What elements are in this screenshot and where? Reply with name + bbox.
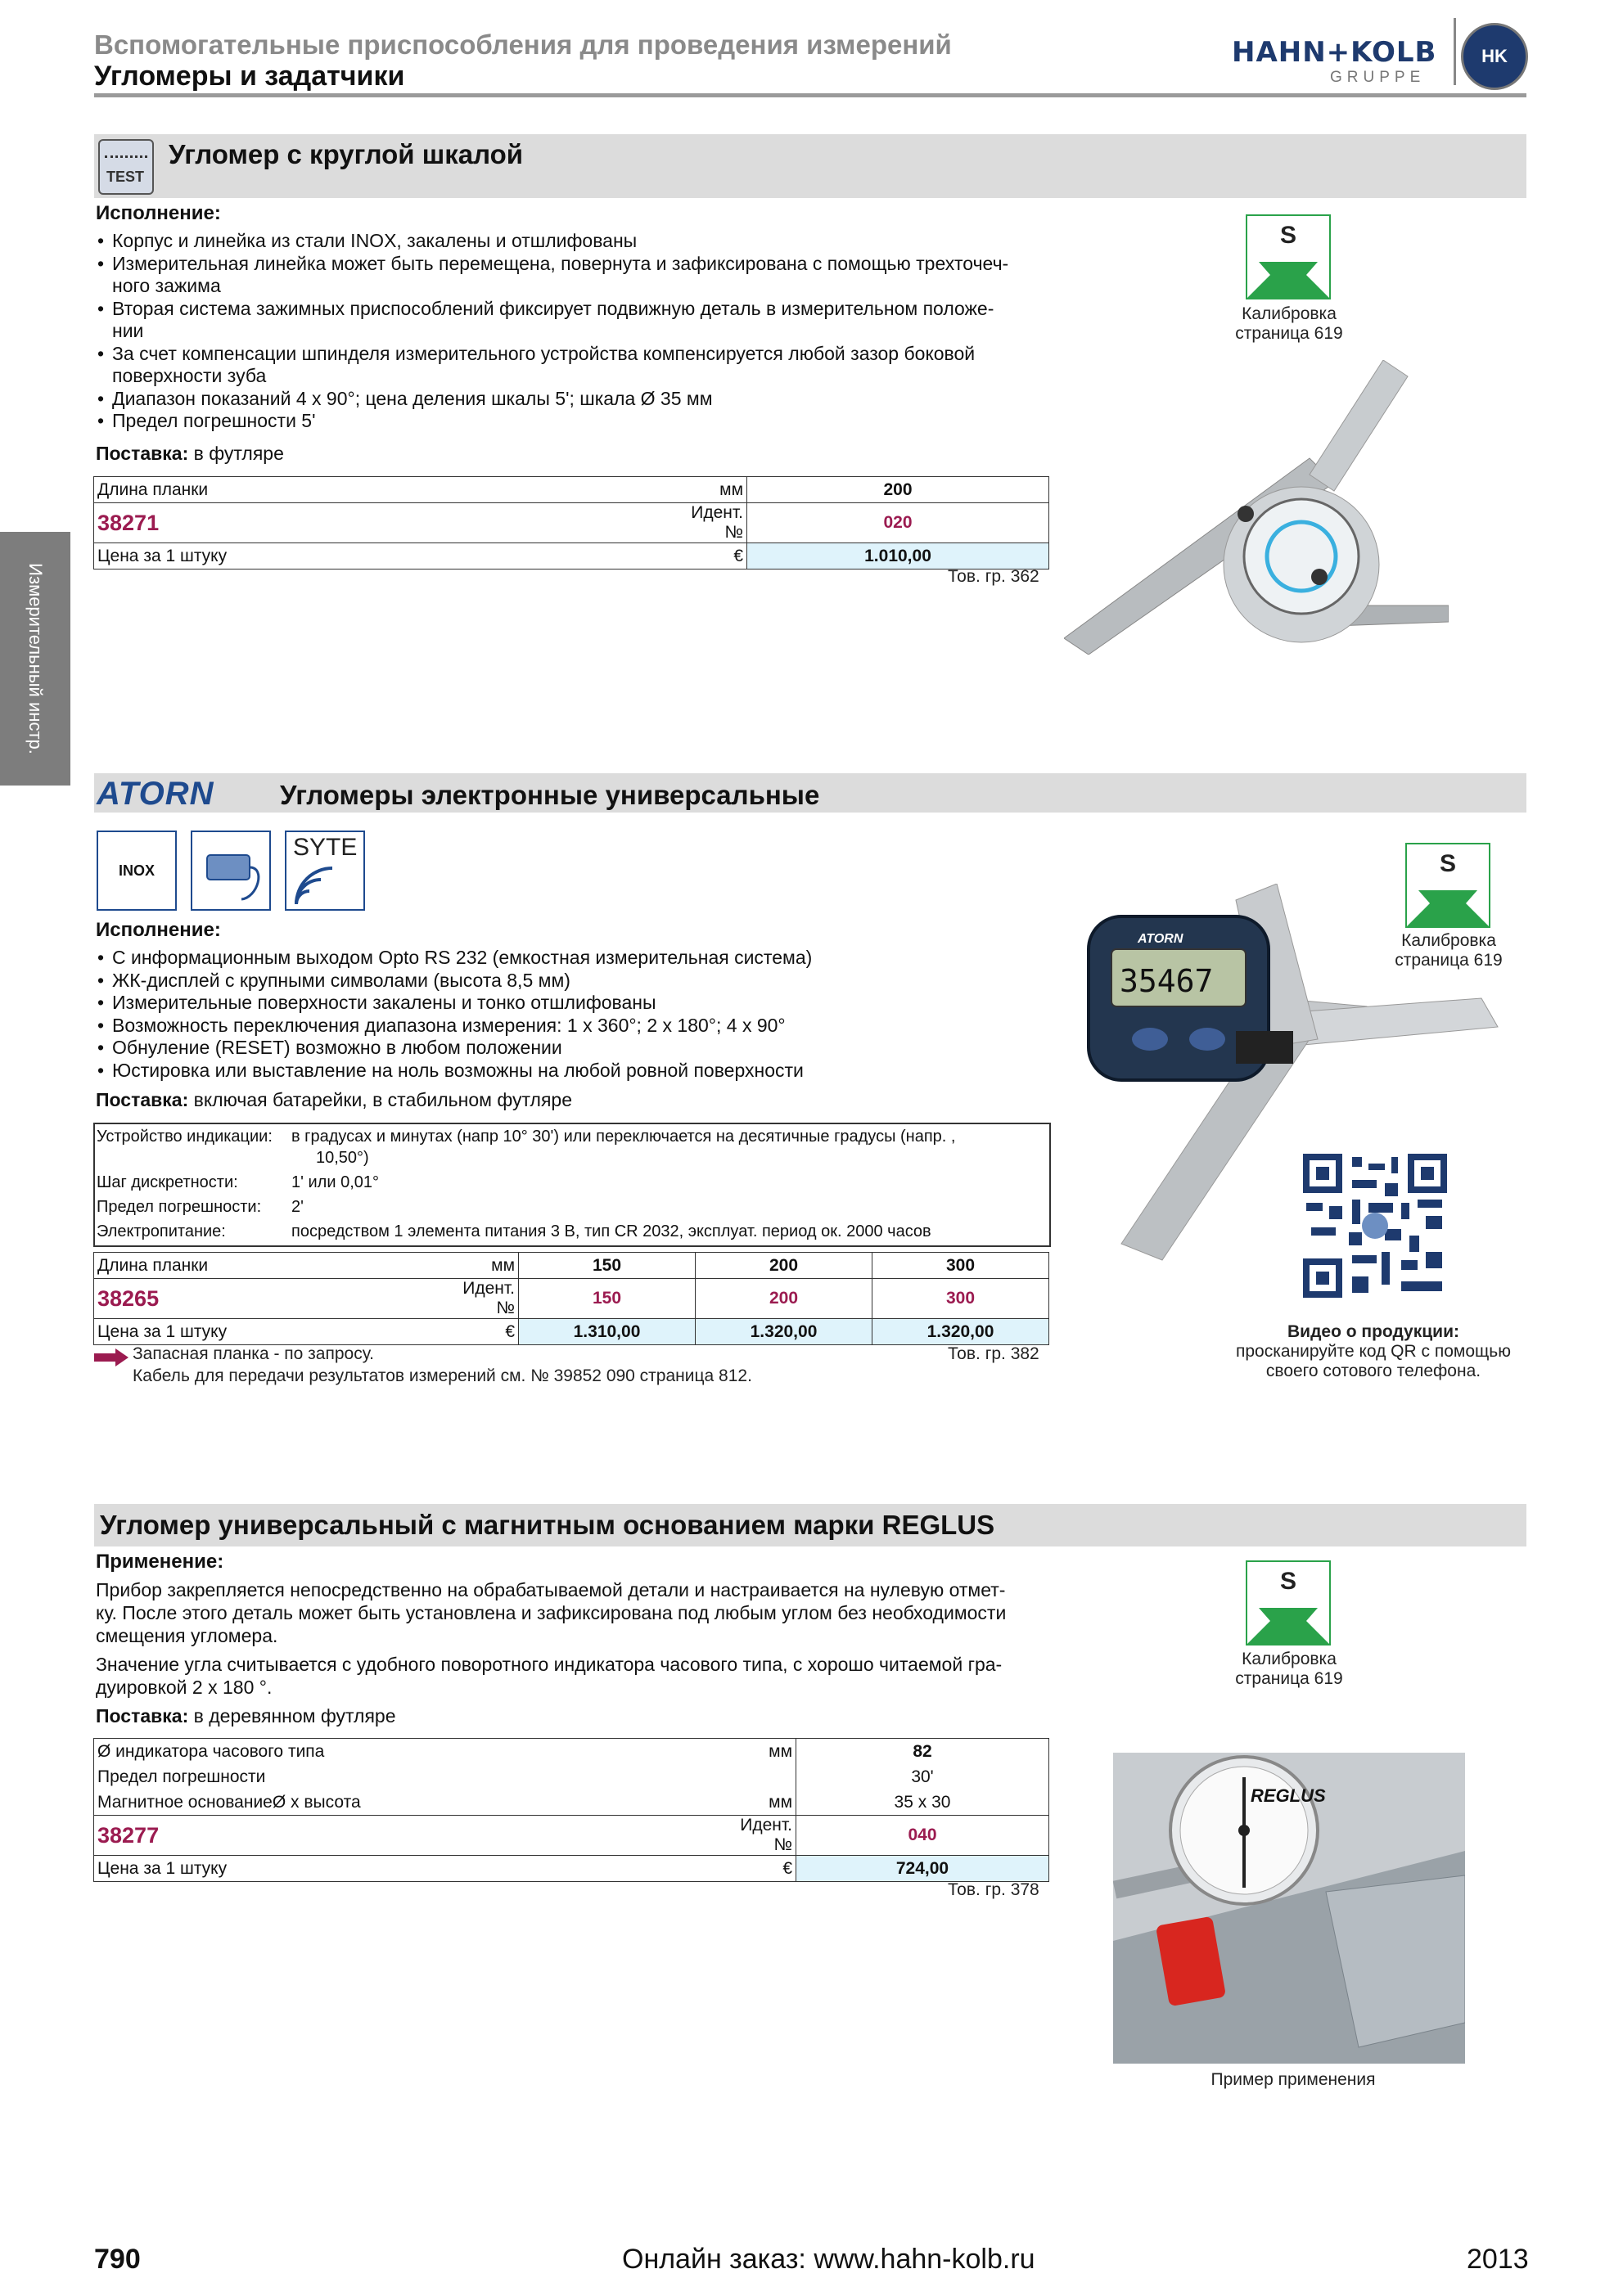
section1-table [93,476,1049,569]
section1-title: Угломер с круглой шкалой [169,139,524,169]
spec-key: Предел погрешности: [97,1198,262,1216]
length-value: 300 [872,1253,1049,1279]
svg-text:ATORN: ATORN [1138,932,1183,946]
length-unit: мм [459,1253,518,1279]
brand-logo: HAHN+KOLB [1232,36,1437,69]
price-label: Цена за 1 штуку [94,1319,460,1345]
spec-key: Ø индикатора часового типа [94,1739,737,1765]
delivery-value: в футляре [193,443,284,464]
spec-key: Электропитание: [97,1222,226,1240]
section2-calibration: Калибровка страница 619 [1395,931,1503,970]
section2-features [96,947,1053,1082]
section2-note2[interactable]: Кабель для передачи результатов измерений см. № 39852 090 страница 812. [133,1366,752,1385]
ident-value[interactable]: 300 [872,1279,1049,1319]
spec-key: Шаг дискретности: [97,1173,238,1191]
spec-unit [737,1764,796,1790]
qr-caption [1226,1322,1521,1381]
length-label: Длина планки [94,477,667,503]
feature-item: • Измерительная линейка может быть перемещена, повернута и зафиксирована с помощью трехточеч- [96,253,1053,276]
feature-item: • Обнуление (RESET) возможно в любом положении [96,1037,1053,1060]
ident-value[interactable]: 020 [747,503,1049,543]
section3-calibration: Калибровка страница 619 [1235,1650,1343,1688]
cable-connector-icon [191,831,271,911]
ident-label: Идент. № [737,1816,796,1856]
section2-note1: Запасная планка - по запросу. [133,1344,374,1363]
feature-item-cont: нии [112,320,144,341]
spec-value: в градусах и минутах (напр 10° 30') или переключается на десятичные градусы (напр. , [291,1128,956,1146]
arrow-right-icon [94,1348,128,1366]
section2-title: Угломеры электронные универсальные [280,780,820,810]
protractor-image [1064,360,1449,655]
feature-item: • Вторая система зажимных приспособлений фиксирует подвижную деталь в измерительном положе- [96,298,1053,321]
currency: € [737,1856,796,1882]
currency: € [459,1319,518,1345]
section1-exec-label: Исполнение: [96,202,221,224]
brand-logo-sub: GRUPPE [1330,69,1426,86]
atorn-brand-logo: ATORN [97,776,214,812]
spec-value: 35 x 30 [796,1790,1049,1816]
spec-value: 82 [796,1739,1049,1765]
feature-item-cont: ного зажима [112,275,221,296]
section1-calibration: Калибровка страница 619 [1235,304,1343,343]
calibration-s-icon[interactable]: S [1246,214,1331,299]
delivery-label: Поставка: [96,1089,189,1110]
section3-use-label: Применение: [96,1551,224,1573]
qr-text: просканируйте код QR с помощью [1236,1342,1511,1361]
ident-label: Идент. № [459,1279,518,1319]
feature-item: • С информационным выходом Opto RS 232 (емкостная измерительная система) [96,947,1053,970]
calibration-s-icon[interactable]: S [1246,1560,1331,1645]
spec-key: Магнитное основаниеØ x высота [94,1790,737,1816]
section2-exec-label: Исполнение: [96,919,221,941]
feature-item: • Юстировка или выставление на ноль возможны на любой ровной поверхности [96,1060,1053,1083]
qr-text: своего сотового телефона. [1265,1362,1481,1380]
spec-key: Устройство индикации: [97,1128,273,1146]
section3-title: Угломер универсальный с магнитным основанием марки REGLUS [100,1510,995,1540]
online-order-link[interactable]: Онлайн заказ: www.hahn-kolb.ru [622,2244,1035,2275]
brand-seal-icon: HK [1461,23,1528,90]
length-unit: мм [666,477,747,503]
price-value: 724,00 [796,1856,1049,1882]
spec-unit: мм [737,1790,796,1816]
footer-year: 2013 [1467,2244,1529,2275]
feature-item: • Предел погрешности 5' [96,410,1053,433]
photo-caption: Пример применения [1210,2070,1376,2089]
syte-wireless-icon: SYTE [285,831,365,911]
spec-value: 1' или 0,01° [291,1173,379,1191]
price-value: 1.320,00 [696,1319,872,1345]
section1-group: Тов. гр. 362 [948,567,1039,586]
header-subcategory: Угломеры и задатчики [94,61,405,92]
section3-table [93,1738,1049,1882]
test-badge-icon: TEST [98,139,154,195]
spec-value: посредством 1 элемента питания 3 В, тип CR 2032, эксплуат. период ок. 2000 часов [291,1222,931,1240]
section2-group: Тов. гр. 382 [948,1344,1039,1363]
inox-icon: INOX [97,831,177,911]
calibration-s-icon[interactable]: S [1405,843,1490,928]
length-value: 150 [519,1253,696,1279]
feature-item: • За счет компенсации шпинделя измерительного устройства компенсируется любой зазор боковой [96,343,1053,366]
length-value: 200 [696,1253,872,1279]
feature-item: • ЖК-дисплей с крупными символами (высота 8,5 мм) [96,970,1053,993]
qr-title: Видео о продукции: [1287,1322,1459,1341]
section2-delivery [96,1088,572,1111]
feature-item: • Возможность переключения диапазона измерения: 1 x 360°; 2 x 180°; 4 x 90° [96,1015,1053,1038]
section1-features [96,230,1053,433]
ident-value[interactable]: 150 [519,1279,696,1319]
article-number[interactable]: 38265 [94,1279,460,1319]
currency: € [666,543,747,569]
side-tab[interactable] [0,532,70,786]
section2-table [93,1252,1049,1345]
spec-value: 2' [291,1198,304,1216]
feature-item: • Измерительные поверхности закалены и тонко отшлифованы [96,992,1053,1015]
price-value: 1.320,00 [872,1319,1049,1345]
delivery-label: Поставка: [96,443,189,464]
article-number[interactable]: 38277 [94,1816,737,1856]
header-rule [94,93,1526,97]
section3-delivery [96,1704,396,1727]
header-category: Вспомогательные приспособления для проведения измерений [94,29,952,60]
delivery-value: включая батарейки, в стабильном футляре [193,1089,573,1110]
electronic-protractor-image [1072,884,1514,1268]
ident-label: Идент. № [666,503,747,543]
page-number: 790 [94,2244,141,2275]
section1-delivery [96,442,284,465]
reglus-application-photo [1113,1753,1465,2064]
spec-value: 30' [796,1764,1049,1790]
qr-code[interactable] [1303,1154,1447,1298]
feature-item: • Диапазон показаний 4 x 90°; цена деления шкалы 5'; шкала Ø 35 мм [96,388,1053,411]
section3-para2: Значение угла считывается с удобного поворотного индикатора часового типа, с хорошо читаемой гра- дуировкой 2 x 180 °. [96,1654,1003,1698]
delivery-label: Поставка: [96,1705,189,1727]
feature-item: • Корпус и линейка из стали INOX, закалены и отшлифованы [96,230,1053,253]
ident-value[interactable]: 200 [696,1279,872,1319]
svg-text:REGLUS: REGLUS [1251,1785,1326,1806]
spec-key: Предел погрешности [94,1764,737,1790]
section3-group: Тов. гр. 378 [948,1880,1039,1899]
price-label: Цена за 1 штуку [94,543,667,569]
spec-value: 10,50°) [316,1149,369,1167]
section2-specs [93,1123,1051,1247]
article-number[interactable]: 38271 [94,503,667,543]
ident-value[interactable]: 040 [796,1816,1049,1856]
price-label: Цена за 1 штуку [94,1856,737,1882]
price-value: 1.010,00 [747,543,1049,569]
side-tab-label: Измерительный инстр. [25,563,46,754]
feature-item-cont: поверхности зуба [112,365,267,386]
svg-text:35467: 35467 [1120,963,1214,999]
price-value: 1.310,00 [519,1319,696,1345]
section3-para1: Прибор закрепляется непосредственно на обрабатываемой детали и настраивается на нулевую отмет- ку. После этого деталь может быть установлена и зафиксирована под любым углом без необходимости смещения угломера. [96,1579,1007,1646]
length-value: 200 [747,477,1049,503]
spec-unit: мм [737,1739,796,1765]
delivery-value: в деревянном футляре [193,1705,396,1727]
length-label: Длина планки [94,1253,460,1279]
logo-divider [1454,18,1456,85]
